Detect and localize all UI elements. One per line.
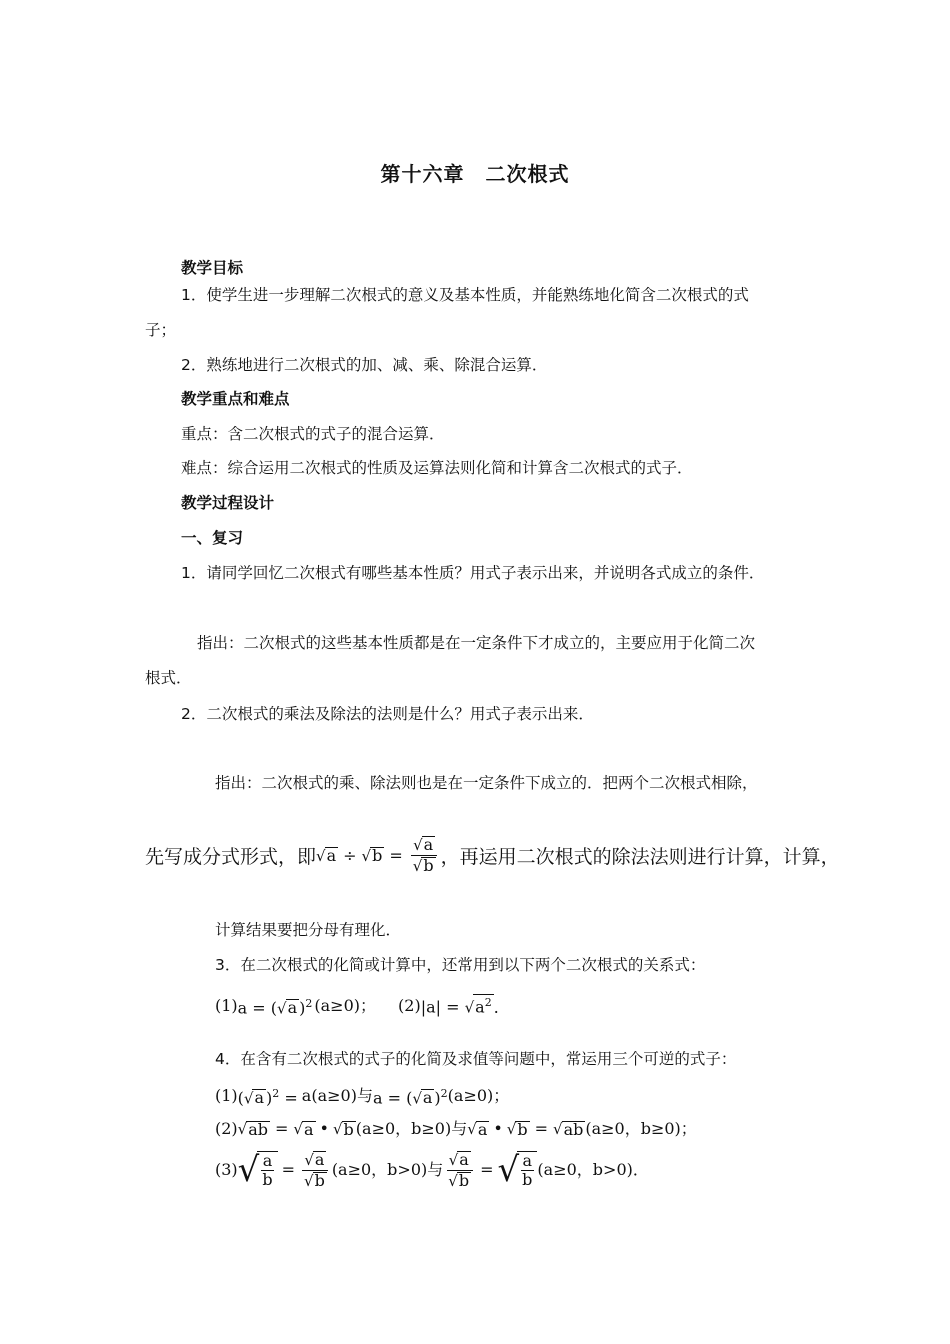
note-2-line-2 bbox=[145, 836, 840, 875]
note-2-prefix: 先写成分式形式，即 bbox=[145, 846, 317, 868]
formula-1-link: 与 bbox=[356, 1086, 373, 1106]
formula-2: (2) √ ab = √ a • √ b (a≥0，b≥0) 与 √ a • √ b = √ ab (a≥0，b≥0)； bbox=[215, 1119, 697, 1139]
section-review-heading: 一、复习 bbox=[181, 529, 244, 547]
formula-1-condition-1: a(a≥0) bbox=[301, 1086, 357, 1106]
keypoints-heading: 教学重点和难点 bbox=[181, 390, 290, 408]
formula-3: (3) √ $\frac{a}{b}$ = $\frac{√a}{√b}$ (a≥0，b>0) 与 $\frac{√a}{√b}$ = √ $\frac{a}{b}$ (a≥0，b>0)． bbox=[215, 1149, 649, 1190]
formula-3-label: (3) bbox=[215, 1160, 238, 1179]
relation-1-label: (1) bbox=[215, 996, 238, 1016]
process-heading: 教学过程设计 bbox=[181, 494, 275, 512]
division-formula: √ a ÷ √ b = $\frac{√a}{√b}$ bbox=[316, 836, 441, 875]
formula-2-label: (2) bbox=[215, 1119, 238, 1138]
question-2: 2．二次根式的乘法及除法的法则是什么？用式子表示出来． bbox=[181, 705, 594, 723]
relation-1-condition: (a≥0)； bbox=[314, 996, 377, 1016]
formula-3-condition-2: (a≥0，b>0)． bbox=[537, 1160, 649, 1179]
note-1-line-1: 指出：二次根式的这些基本性质都是在一定条件下才成立的，主要应用于化简二次 bbox=[197, 634, 756, 652]
note-2-line-1: 指出：二次根式的乘、除法则也是在一定条件下成立的．把两个二次根式相除， bbox=[215, 774, 758, 792]
note-2-suffix: ，再运用二次根式的除法法则进行计算，计算， bbox=[440, 846, 840, 868]
formula-1: (1) (√a )$^2$ = a(a≥0) 与 a = (√a )$^2$ (a≥0)； bbox=[215, 1086, 510, 1108]
formula-2-link: 与 bbox=[451, 1119, 468, 1138]
question-1: 1．请同学回忆二次根式有哪些基本性质？用式子表示出来，并说明各式成立的条件． bbox=[181, 564, 765, 582]
relation-2-label: (2) bbox=[398, 996, 421, 1016]
note-1-line-2: 根式． bbox=[145, 669, 192, 687]
formula-3-condition-1: (a≥0，b>0) bbox=[331, 1160, 428, 1179]
formula-1-label: (1) bbox=[215, 1086, 238, 1106]
formula-1-condition-2: (a≥0)； bbox=[447, 1086, 510, 1106]
goal-item-1-line-1: 1．使学生进一步理解二次根式的意义及基本性质，并能熟练地化简含二次根式的式 bbox=[181, 286, 749, 304]
page-title: 第十六章 二次根式 bbox=[380, 162, 570, 186]
question-4: 4．在含有二次根式的式子的化简及求值等问题中，常运用三个可逆的式子： bbox=[215, 1050, 737, 1068]
note-2-line-3: 计算结果要把分母有理化． bbox=[215, 921, 402, 939]
goal-item-2: 2．熟练地进行二次根式的加、减、乘、除混合运算． bbox=[181, 356, 548, 374]
question-3: 3．在二次根式的化简或计算中，还常用到以下两个二次根式的关系式： bbox=[215, 956, 706, 974]
formula-2-condition-2: (a≥0，b≥0)； bbox=[585, 1119, 697, 1138]
formula-2-condition-1: (a≥0，b≥0) bbox=[355, 1119, 452, 1138]
goal-item-1-line-2: 子； bbox=[145, 321, 177, 339]
focus-text: 重点：含二次根式的式子的混合运算． bbox=[181, 425, 445, 443]
difficulty-text: 难点：综合运用二次根式的性质及运算法则化简和计算含二次根式的式子． bbox=[181, 459, 693, 477]
goals-heading: 教学目标 bbox=[181, 259, 244, 277]
relation-formulas: (1) a = (√a )$^2$ (a≥0)； (2) $|a| = √a^2$ ． bbox=[215, 996, 510, 1018]
formula-3-link: 与 bbox=[427, 1160, 444, 1179]
